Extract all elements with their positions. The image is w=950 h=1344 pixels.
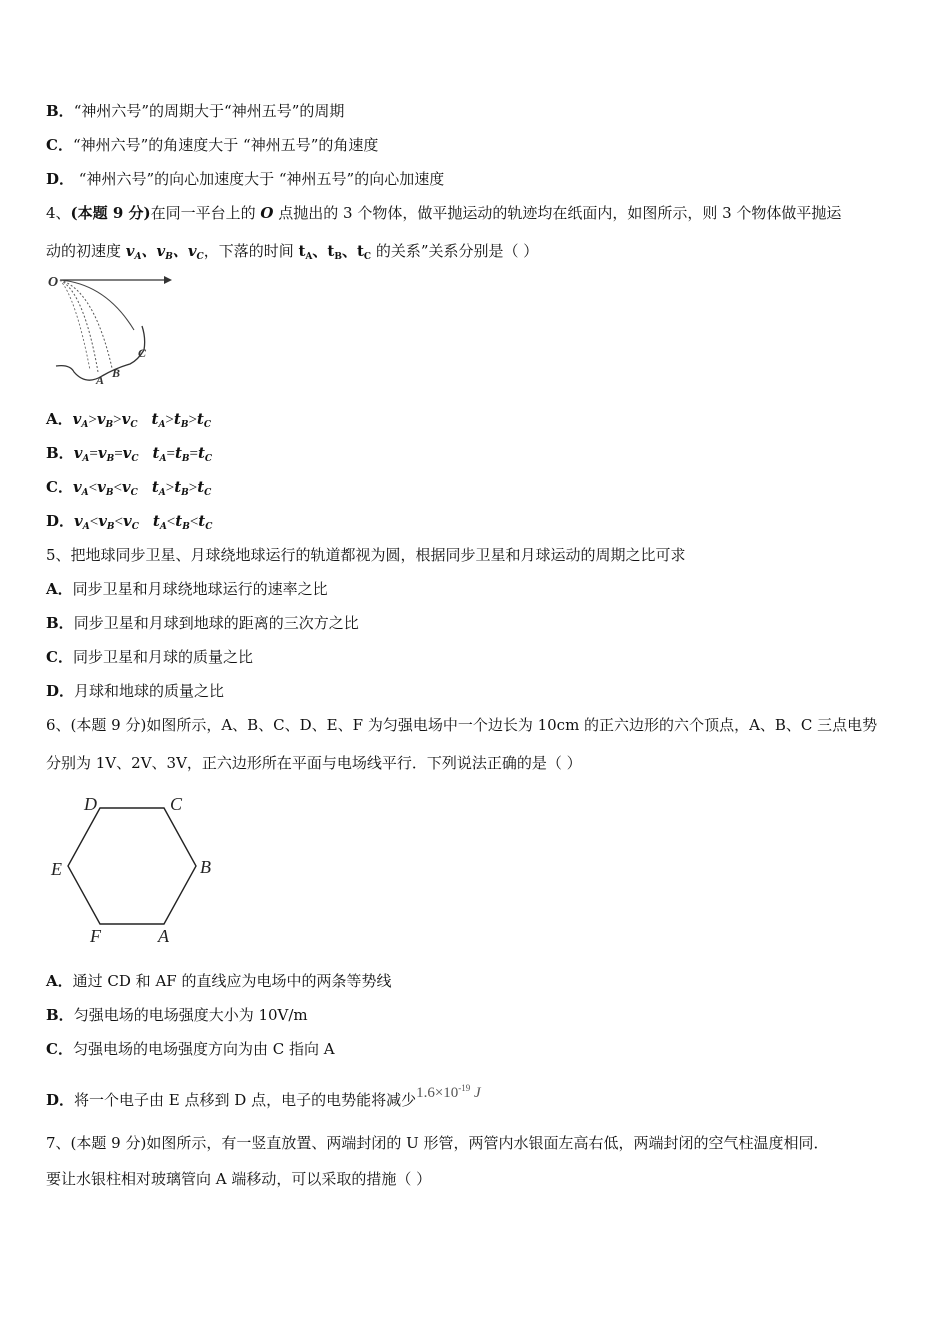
relation: <: [113, 480, 122, 496]
option-text: 同步卫星和月球到地球的距离的三次方之比: [73, 614, 359, 632]
q6-option-c: [46, 1039, 335, 1059]
question-score: (本题 9 分): [70, 204, 151, 222]
option-text: 月球和地球的质量之比: [74, 682, 225, 700]
option-label: C．: [46, 1040, 73, 1058]
q4-option-d: D．$v_A<v_B<v_C$ $t_A<t_B<t_C$: [46, 512, 213, 532]
option-label: A．: [46, 410, 73, 428]
relation: <: [88, 480, 98, 496]
stem-text: 动的初速度: [46, 242, 126, 260]
stem-text: 的关系”关系分别是（ ）: [371, 242, 539, 260]
relation: =: [189, 446, 198, 462]
hexagon-figure: [46, 788, 226, 950]
vertex-F-label: F: [90, 926, 101, 946]
label-C: C: [138, 346, 147, 360]
relation: =: [114, 446, 123, 462]
relation: =: [89, 446, 98, 462]
formula-base: 1.6×10: [416, 1085, 459, 1101]
stem-text: ，下落的时间: [203, 242, 299, 260]
relation: <: [189, 514, 199, 530]
option-label: C．: [46, 136, 73, 154]
relation: >: [88, 412, 97, 428]
option-text: 同步卫星和月球的质量之比: [72, 648, 253, 666]
option-text: “神州六号”的向心加速度大于 “神州五号”的向心加速度: [74, 170, 445, 188]
option-label: A．: [46, 972, 73, 990]
q3-option-c: [46, 135, 378, 155]
option-label: B．: [46, 102, 74, 120]
relation: <: [114, 514, 123, 530]
trajectory-C: [60, 280, 134, 330]
vertex-D-label: D: [84, 794, 97, 814]
q6-option-b: [46, 1005, 308, 1025]
option-label: B．: [46, 444, 74, 462]
vertex-C-label: C: [170, 794, 183, 814]
relation: >: [165, 412, 174, 428]
option-text: 匀强电场的电场强度大小为 10V/m: [73, 1006, 308, 1024]
label-O: O: [48, 275, 59, 290]
option-text: 匀强电场的电场强度方向为由 C 指向 A: [72, 1040, 335, 1058]
projectile-trajectory-figure: [46, 268, 176, 390]
q7-stem-line1: 7、(本题 9 分)如图所示，有一竖直放置、两端封闭的 U 形管，两管内水银面左高右低，两端封闭的空气柱温度相同．: [46, 1134, 829, 1152]
relation: =: [166, 446, 175, 462]
relation: >: [165, 480, 175, 496]
q3-option-d: [46, 169, 444, 189]
option-label: C．: [46, 478, 73, 496]
vertex-E-label: E: [51, 859, 62, 879]
question-number: 4、: [46, 204, 71, 222]
q3-option-b: [46, 101, 344, 121]
q7-stem-line2: 要让水银柱相对玻璃管向 A 端移动，可以采取的措施（ ）: [46, 1170, 432, 1188]
trajectory-B: [60, 280, 112, 368]
vertex-A-label: A: [158, 926, 169, 946]
q4-option-b: B．$v_A=v_B=v_C$ $t_A=t_B=t_C$: [46, 444, 213, 464]
q4-stem-line1: [46, 203, 841, 223]
point-O: O: [260, 204, 274, 222]
option-label: D．: [46, 170, 75, 188]
option-label: D．: [46, 512, 75, 530]
q6-stem-line2: 分别为 1V、2V、3V，正六边形所在平面与电场线平行．下列说法正确的是（ ）: [46, 754, 582, 772]
formula-exponent: -19: [458, 1083, 471, 1093]
option-text: 通过 CD 和 AF 的直线应为电场中的两条等势线: [72, 972, 392, 990]
option-text: 同步卫星和月球绕地球运行的速率之比: [72, 580, 328, 598]
q4-option-a: A．$v_A>v_B>v_C$ $t_A>t_B>t_C$: [46, 410, 212, 430]
q4-stem-line2: [46, 241, 538, 267]
option-text: “神州六号”的周期大于“神州五号”的周期: [73, 102, 345, 120]
option-label: D．: [46, 1091, 75, 1109]
q4-option-c: C．$v_A<v_B<v_C$ $t_A>t_B>t_C$: [46, 478, 212, 498]
option-label: B．: [46, 614, 74, 632]
arrow-head-icon: [164, 276, 172, 284]
option-label: B．: [46, 1006, 74, 1024]
option-label: C．: [46, 648, 73, 666]
relation: <: [166, 514, 176, 530]
q5-option-c: [46, 647, 253, 667]
label-B: B: [112, 366, 121, 380]
stem-text: 点抛出的 3 个物体，做平抛运动的轨迹均在纸面内，如图所示，则 3 个物体做平抛运: [273, 204, 842, 222]
option-text: “神州六号”的角速度大于 “神州五号”的角速度: [72, 136, 379, 154]
option-label: D．: [46, 682, 75, 700]
trajectory-inner: [60, 280, 90, 370]
stem-text: 在同一平台上的: [150, 204, 261, 222]
relation: >: [188, 412, 197, 428]
relation: >: [188, 480, 198, 496]
label-A: A: [96, 373, 105, 387]
t-symbols: $t_A$、$t_B$、$t_C$: [298, 242, 372, 262]
formula-unit: J: [474, 1085, 481, 1101]
q6-stem-line1: 6、(本题 9 分)如图所示，A、B、C、D、E、F 为匀强电场中一个边长为 10cm 的正六边形的六个顶点，A、B、C 三点电势: [46, 716, 878, 734]
vertex-B-label: B: [200, 857, 211, 877]
hexagon-shape: [68, 808, 196, 924]
q6-option-a: [46, 971, 391, 991]
q5-option-b: [46, 613, 359, 633]
relation: <: [89, 514, 99, 530]
option-label: A．: [46, 580, 73, 598]
q5-option-a: [46, 579, 328, 599]
q6-option-d: [46, 1083, 481, 1111]
energy-formula: [416, 1085, 481, 1101]
relation: >: [113, 412, 122, 428]
q5-stem: 5、把地球同步卫星、月球绕地球运行的轨道都视为圆，根据同步卫星和月球运动的周期之比可求: [46, 546, 686, 564]
trajectory-A: [60, 280, 98, 372]
q5-option-d: [46, 681, 224, 701]
v-symbols: $v_A$、$v_B$、$v_C$: [125, 242, 204, 262]
option-text: 将一个电子由 E 点移到 D 点，电子的电势能将减少: [74, 1091, 417, 1109]
